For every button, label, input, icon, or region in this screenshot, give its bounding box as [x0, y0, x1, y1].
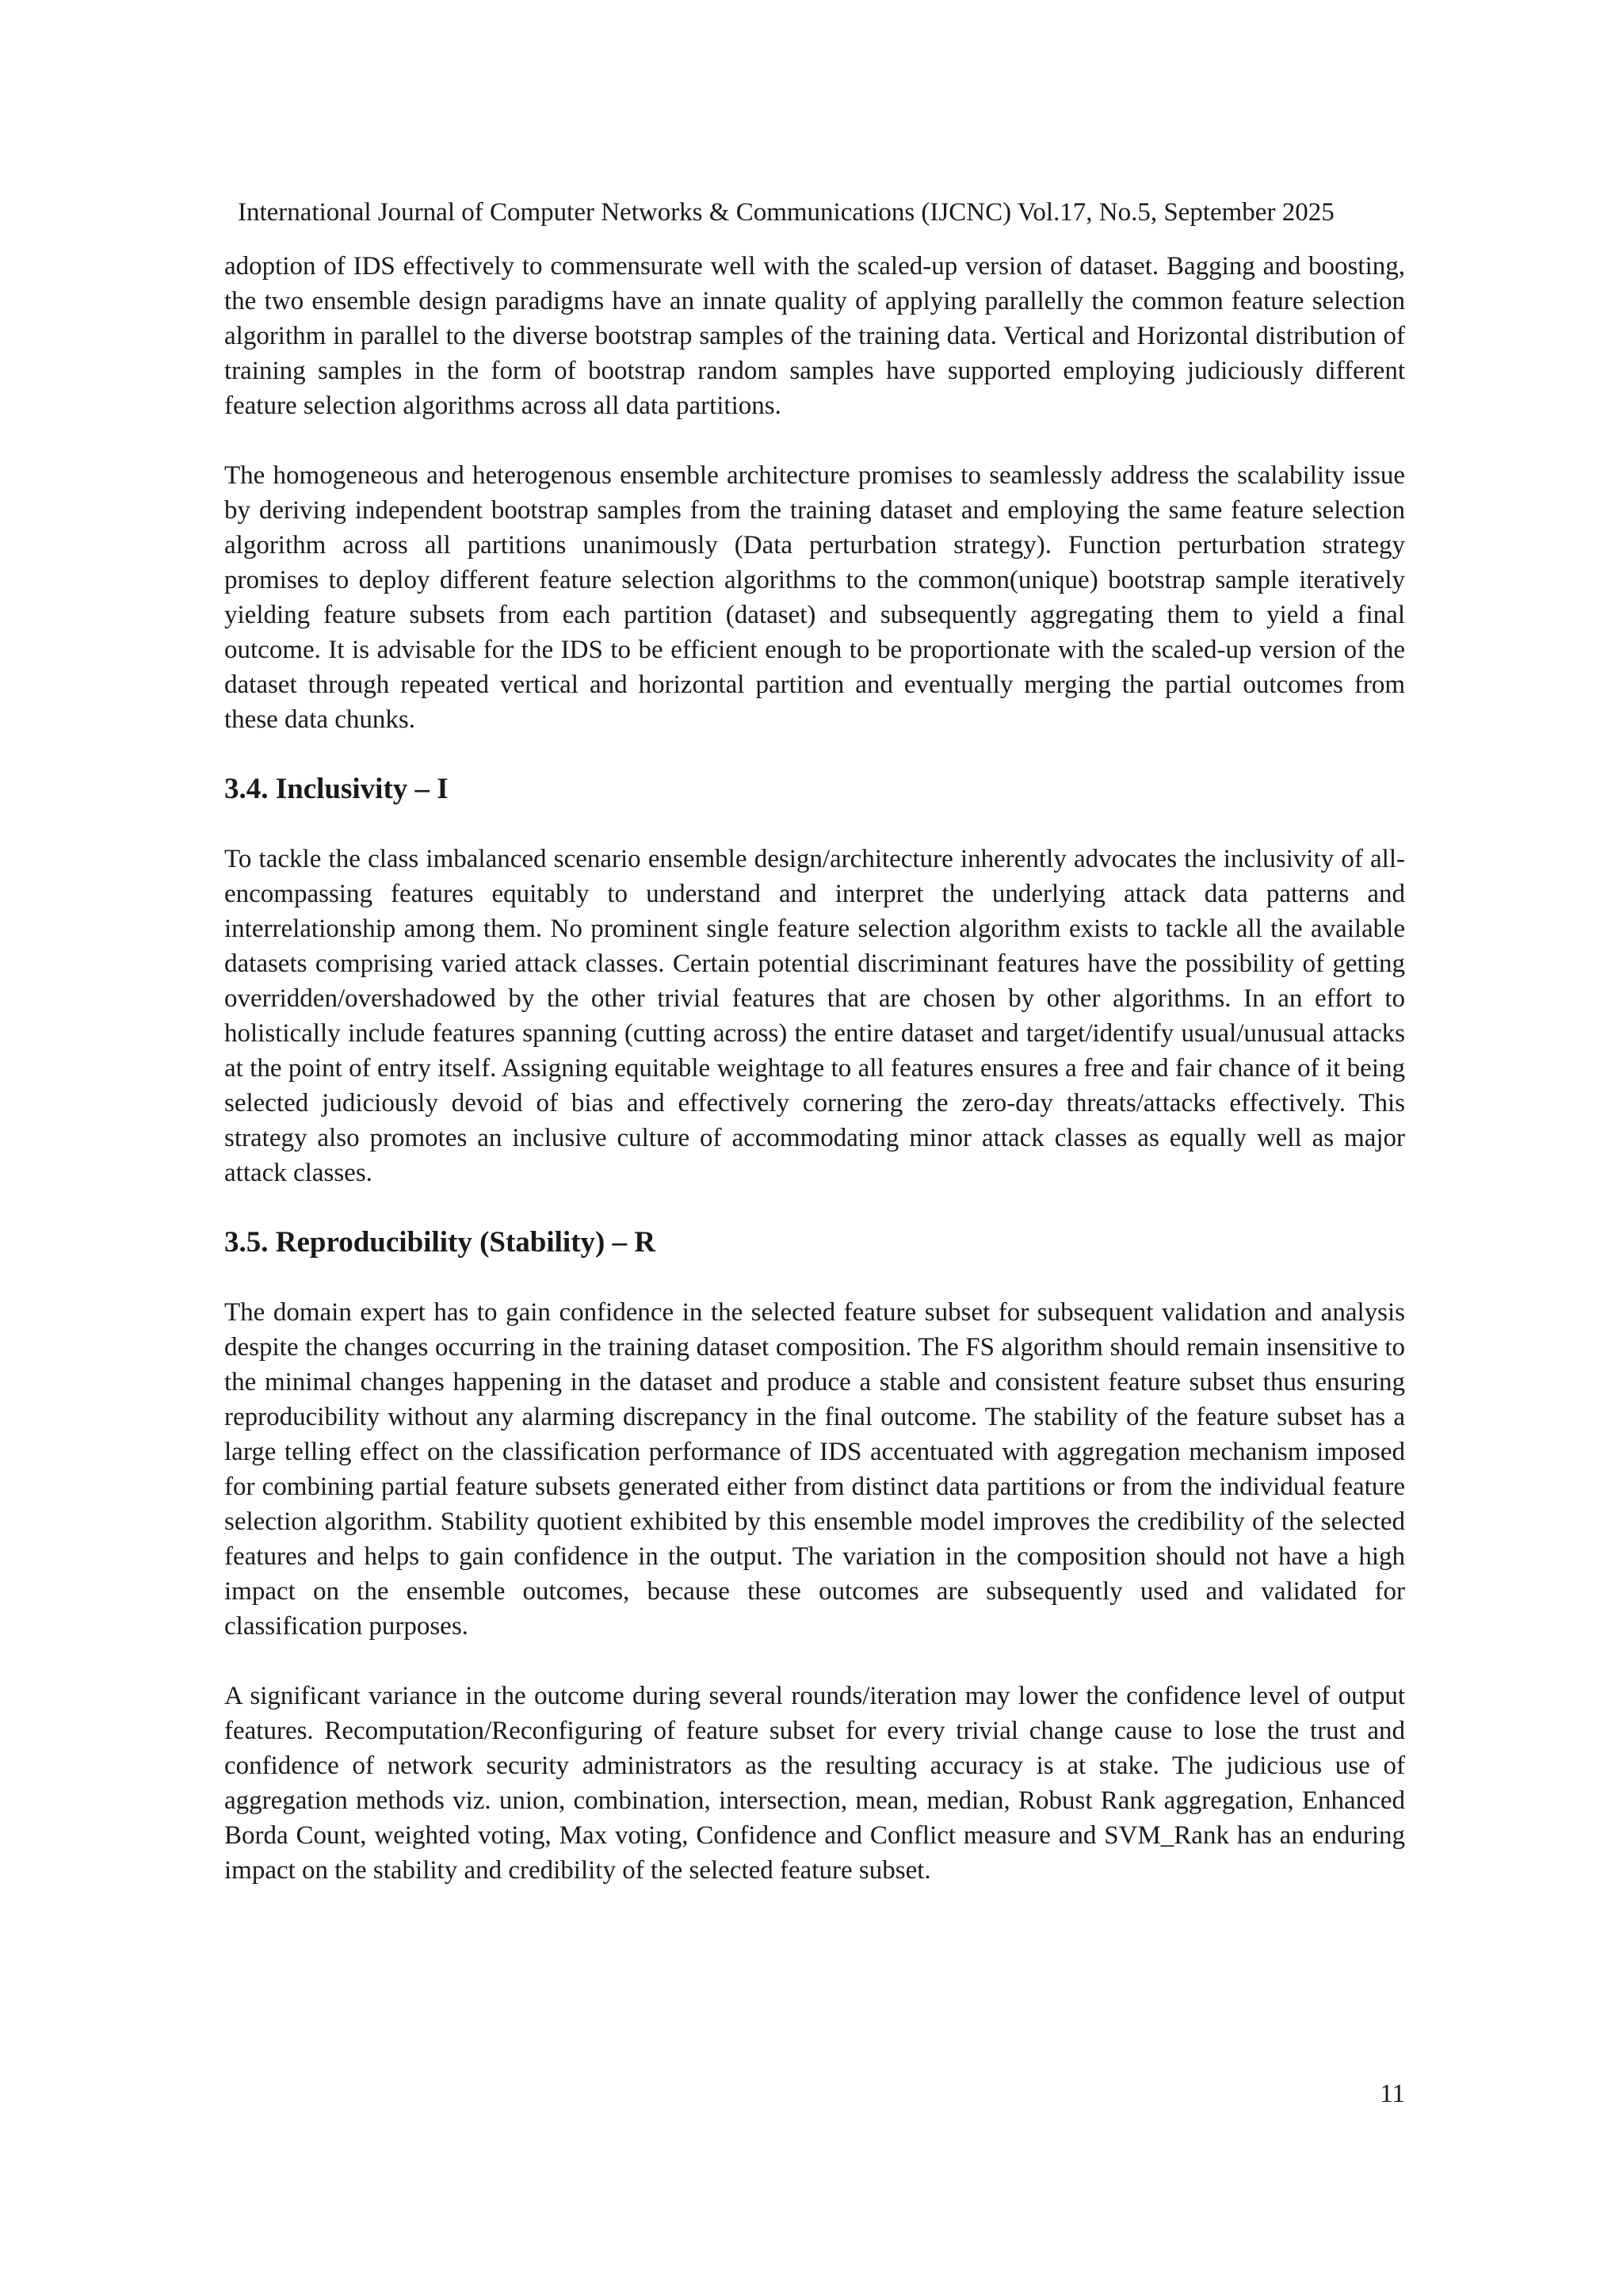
page-number: 11	[1380, 2080, 1405, 2108]
paragraph-aggregation-variance: A significant variance in the outcome during several rounds/iteration may lower the confidence level of output features. Recomputation/Reconfiguring of feature subset for every trivial change cause to lose the trust and confidence of network security administrators as the resulting accuracy is at stake. The judicious use of aggregation methods viz. union, combination, intersection, mean, median, Robust Rank aggregation, Enhanced Borda Count, weighted voting, Max voting, Confidence and Conflict measure and SVM_Rank has an enduring impact on the stability and credibility of the selected feature subset.	[224, 1682, 1405, 1885]
section-heading-reproducibility: 3.5. Reproducibility (Stability) – R	[224, 1226, 656, 1259]
paragraph-ensemble-adoption: adoption of IDS effectively to commensurate well with the scaled-up version of dataset. Bagging and boosting, the two ensemble design paradigms have an innate quality of applying parallelly the common feature selection algorithm in parallel to the diverse bootstrap samples of the training data. Vertical and Horizontal distribution of training samples in the form of bootstrap random samples have supported employing judiciously different feature selection algorithms across all data partitions.	[224, 252, 1405, 420]
running-header: International Journal of Computer Networks & Communications (IJCNC) Vol.17, No.5, September 2025	[238, 198, 1335, 227]
paragraph-reproducibility: The domain expert has to gain confidence in the selected feature subset for subsequent validation and analysis despite the changes occurring in the training dataset composition. The FS algorithm should remain insensitive to the minimal changes happening in the dataset and produce a stable and consistent feature subset thus ensuring reproducibility without any alarming discrepancy in the final outcome. The stability of the feature subset has a large telling effect on the classification performance of IDS accentuated with aggregation mechanism imposed for combining partial feature subsets generated either from distinct data partitions or from the individual feature selection algorithm. Stability quotient exhibited by this ensemble model improves the credibility of the selected features and helps to gain confidence in the output. The variation in the composition should not have a high impact on the ensemble outcomes, because these outcomes are subsequently used and validated for classification purposes.	[224, 1298, 1405, 1641]
section-heading-inclusivity: 3.4. Inclusivity – I	[224, 773, 449, 805]
paragraph-inclusivity: To tackle the class imbalanced scenario ensemble design/architecture inherently advocates the inclusivity of all-encompassing features equitably to understand and interpret the underlying attack data patterns and interrelationship among them. No prominent single feature selection algorithm exists to tackle all the available datasets comprising varied attack classes. Certain potential discriminant features have the possibility of getting overridden/overshadowed by the other trivial features that are chosen by other algorithms. In an effort to holistically include features spanning (cutting across) the entire dataset and target/identify usual/unusual attacks at the point of entry itself. Assigning equitable weightage to all features ensures a free and fair chance of it being selected judiciously devoid of bias and effectively cornering the zero-day threats/attacks effectively. This strategy also promotes an inclusive culture of accommodating minor attack classes as equally well as major attack classes.	[224, 845, 1405, 1187]
paragraph-homogeneous-heterogenous: The homogeneous and heterogenous ensemble architecture promises to seamlessly address the scalability issue by deriving independent bootstrap samples from the training dataset and employing the same feature selection algorithm across all partitions unanimously (Data perturbation strategy). Function perturbation strategy promises to deploy different feature selection algorithms to the common(unique) bootstrap sample iteratively yielding feature subsets from each partition (dataset) and subsequently aggregating them to yield a final outcome. It is advisable for the IDS to be efficient enough to be proportionate with the scaled-up version of the dataset through repeated vertical and horizontal partition and eventually merging the partial outcomes from these data chunks.	[224, 461, 1405, 734]
body-text	[224, 249, 1405, 1888]
